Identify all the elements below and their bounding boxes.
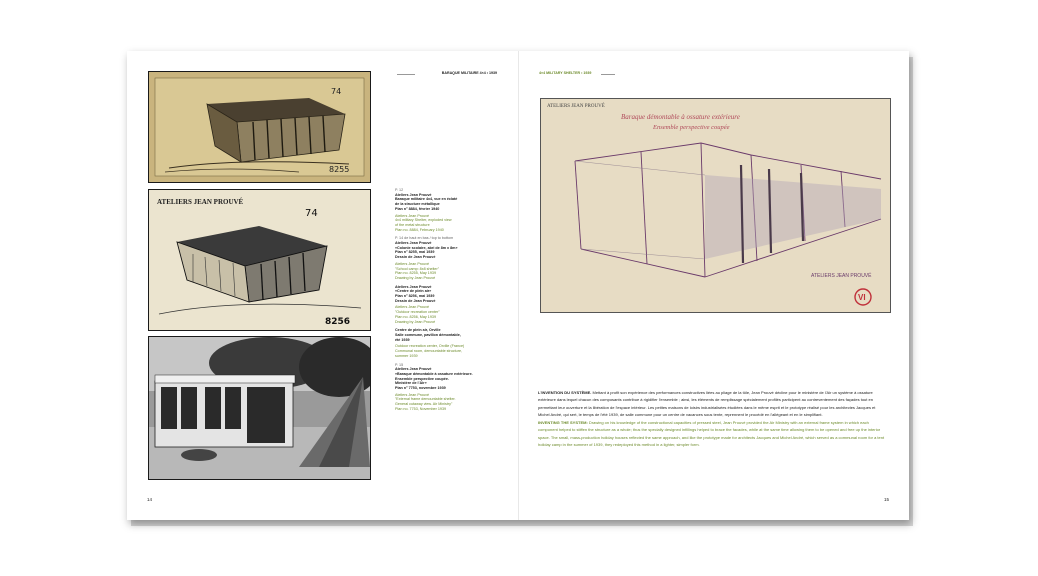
plan-badge: VI bbox=[858, 293, 866, 302]
caption-block bbox=[395, 363, 505, 412]
caption-ref: P. 12 bbox=[395, 188, 404, 192]
caption-french-line: Salle commune, pavillon démontable, bbox=[395, 332, 461, 337]
caption-french-line: Ateliers Jean Prouvé bbox=[395, 192, 432, 197]
caption-french-line: Plan n° 8884, février 1940 bbox=[395, 206, 440, 211]
caption-french-line: Plan n° 8255, mai 1939 bbox=[395, 250, 435, 255]
caption-english-line: 4x4 military Shelter, exploded view bbox=[395, 218, 452, 223]
caption-english-line: of the metal structure bbox=[395, 222, 430, 227]
caption-english-line: General cutaway view. Air Ministry" bbox=[395, 402, 453, 407]
caption-french-line: Ateliers Jean Prouvé bbox=[395, 367, 432, 372]
plan-title-line2: Ensemble perspective coupée bbox=[653, 124, 730, 131]
caption-english-line: Outdoor recreation center, Orville (France) bbox=[395, 344, 465, 349]
caption-english-line: "Outdoor recreation center" bbox=[395, 310, 440, 315]
body-french-lead: L'INVENTION DU SYSTÈME. bbox=[538, 390, 592, 395]
caption-ref: P. 14 de haut en bas / top to bottom bbox=[395, 236, 454, 241]
book-spread bbox=[127, 51, 909, 520]
running-head-rule-right bbox=[601, 74, 615, 75]
caption-english-line: Ateliers Jean Prouvé bbox=[395, 305, 430, 310]
caption-english-line: Communal room, demountable structure, bbox=[395, 349, 463, 354]
caption-english-line: Plan no. 8255, May 1939 bbox=[395, 271, 437, 276]
sketch1-caption: 74 bbox=[331, 87, 342, 96]
plan-header: ATELIERS JEAN PROUVÉ bbox=[547, 104, 605, 109]
caption-french-line: Plan n° 7753, novembre 1939 bbox=[395, 386, 446, 391]
caption-french-line: Plan n° 8256, mai 1939 bbox=[395, 294, 435, 299]
caption-french-line: de la structure métallique bbox=[395, 202, 440, 207]
caption-english-line: Drawing by Jean Prouvé bbox=[395, 319, 436, 324]
caption-block bbox=[395, 328, 505, 358]
caption-french-line: Ateliers Jean Prouvé bbox=[395, 241, 432, 246]
body-english-lead: INVENTING THE SYSTEM: bbox=[538, 420, 588, 426]
sketch2-caption: 74 bbox=[305, 208, 318, 219]
caption-column bbox=[395, 188, 505, 416]
page-number-right: 15 bbox=[883, 497, 889, 502]
body-english-text: Drawing on his knowledge of the constructional capacities of pressed steel, Jean Prouvé provided the Air Ministry with an external frame system in which each component helped to stiffen the structure as a whole; thus the specially designed infillings helped to brace the facades, while at the same time allowing them to be opened and free up the interior space. The small, mass-production holiday houses reflected the same approach, and like the prototype made for architects Jacques and Michel André, which served as a communal room for a tent holiday camp in the summer of 1939, they redeployed this method in a lighter, simpler form. bbox=[538, 420, 885, 448]
caption-english-line: Ateliers Jean Prouvé bbox=[395, 213, 430, 218]
caption-french-line: Ateliers Jean Prouvé bbox=[395, 284, 432, 289]
sketch2-header: ATELIERS JEAN PROUVÉ bbox=[157, 198, 244, 206]
running-head-right: 4×4 MILITARY SHELTER • 1939 bbox=[539, 71, 592, 75]
running-head-rule-left bbox=[397, 74, 415, 75]
plan-drawing bbox=[540, 98, 891, 313]
plan-title-line1: Baraque démontable à ossature extérieure bbox=[621, 113, 740, 121]
body-english bbox=[538, 419, 888, 448]
caption-english-line: Plan no. 8256, May 1939 bbox=[395, 314, 437, 319]
caption-ref: P. 15 bbox=[395, 362, 404, 367]
caption-english-line: Plan no. 8884, February 1940 bbox=[395, 227, 444, 232]
body-text bbox=[538, 389, 888, 448]
plan-stamp: ATELIERS JEAN PROUVÉ bbox=[811, 273, 872, 279]
caption-english-line: Plan no. 7753, November 1939 bbox=[395, 406, 447, 411]
caption-english-line: "External frame demountable shelter. bbox=[395, 397, 456, 402]
caption-french-line: «Colonie scolaire, abri de 8m x 8m» bbox=[395, 245, 458, 250]
caption-french-line: Ensemble perspective coupée. bbox=[395, 376, 449, 381]
caption-english-line: Drawing by Jean Prouvé bbox=[395, 275, 436, 280]
caption-english-line: Ateliers Jean Prouvé bbox=[395, 261, 430, 266]
photo-pavilion bbox=[148, 336, 371, 480]
sketch2-number: 8256 bbox=[325, 317, 351, 327]
sketch1-number: 8255 bbox=[329, 165, 350, 174]
caption-english-line: Ateliers Jean Prouvé bbox=[395, 392, 430, 397]
caption-french-line: «Baraque démontable à ossature extérieure. bbox=[395, 371, 473, 376]
caption-french-line: «Centre de plein air» bbox=[395, 289, 432, 294]
body-french-text: Mettant à profit son expérience des performances constructives liées au pliage de la tôle, Jean Prouvé décline pour le ministère de l'Air un système à ossature extérieure dans lequel chacun des composants contribue à rigidifier l'ensemble ; ainsi, les éléments de remplissage spécialement profilés participent au contreventement des façades tout en permettant leur ouverture et la libération de l'espace intérieur. Les petites maisons de loisirs industrialisées étudiées dans le même esprit et le prototype réalisé pour les architectes Jacques et Michel André, qui sert, le temps de l'été 1939, de salle commune pour un centre de vacances sous tente, reprennent le procédé en l'allégeant et en le simplifiant. bbox=[538, 390, 876, 417]
caption-french-line: Ministère de l'Air» bbox=[395, 381, 427, 386]
caption-french-line: Baraque militaire 4x4, vue en éclaté bbox=[395, 197, 458, 202]
sketch-image-2 bbox=[148, 189, 371, 331]
caption-french-line: Dessin de Jean Prouvé bbox=[395, 298, 436, 303]
caption-french-line: été 1939 bbox=[395, 337, 410, 342]
caption-english-line: summer 1939 bbox=[395, 353, 418, 358]
caption-block bbox=[395, 236, 505, 280]
caption-block bbox=[395, 188, 505, 232]
caption-english-line: "School camp: 8x8 shelter" bbox=[395, 266, 440, 271]
sketch-image-1 bbox=[148, 71, 371, 183]
caption-french-line: Dessin de Jean Prouvé bbox=[395, 255, 436, 260]
body-french bbox=[538, 389, 888, 418]
page-number-left: 14 bbox=[147, 497, 153, 502]
gutter bbox=[518, 51, 519, 520]
running-head-left: BARAQUE MILITAIRE 4×4 • 1939 bbox=[441, 71, 497, 75]
caption-block bbox=[395, 285, 505, 325]
caption-french-line: Centre de plein air, Orville bbox=[395, 328, 441, 333]
